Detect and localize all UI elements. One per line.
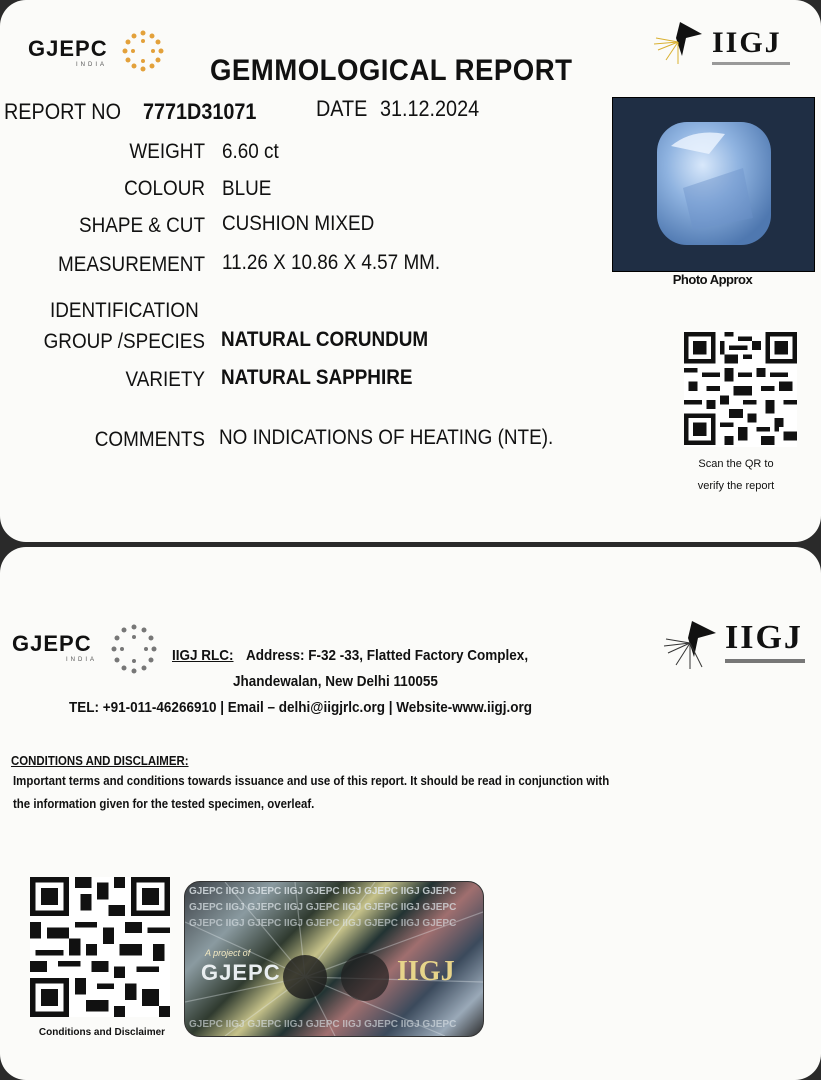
sapphire-gem-icon [613,98,814,271]
variety-label: VARIETY [125,368,205,391]
weight-label: WEIGHT [129,140,205,163]
measurement-value: 11.26 X 10.86 X 4.57 MM. [222,251,441,274]
report-no-value: 7771D31071 [143,99,257,124]
hologram-repeat-2: GJEPC IIGJ GJEPC IIGJ GJEPC IIGJ GJEPC IIGJ GJEPC [189,902,457,913]
colour-label: COLOUR [124,177,205,200]
shape-cut-label: SHAPE & CUT [78,214,205,237]
conditions-qr-code[interactable] [30,877,170,1017]
back-iigj-star-icon [662,613,722,673]
date-label: DATE [316,96,368,121]
hologram-iigj: IIGJ [397,956,455,987]
iigj-underline [712,62,790,65]
back-iigj-underline [725,659,805,663]
variety-value: NATURAL SAPPHIRE [221,366,413,389]
report-no-label: REPORT NO [4,99,121,124]
qr-caption-line1: Scan the QR to [698,458,774,470]
comments-label: COMMENTS [94,428,205,451]
measurement-label: MEASUREMENT [57,253,205,276]
back-gjepc-sunburst-icon [108,621,160,677]
hologram-repeat-3: GJEPC IIGJ GJEPC IIGJ GJEPC IIGJ GJEPC IIGJ GJEPC [189,918,457,929]
hologram-repeat-4: GJEPC IIGJ GJEPC IIGJ GJEPC IIGJ GJEPC IIGJ GJEPC [189,1019,457,1030]
conditions-line2: the information given for the tested specimen, overleaf. [13,796,315,811]
group-species-label: GROUP /SPECIES [43,330,205,353]
contact-line: TEL: +91-011-46266910 | Email – delhi@iigjrlc.org | Website-www.iigj.org [69,699,533,716]
colour-value: BLUE [222,177,272,200]
gjepc-logo-sub: INDIA [76,62,108,68]
gem-photo [612,97,815,272]
address-line2: Jhandewalan, New Delhi 110055 [233,673,438,690]
hologram-project-text: A project of [205,948,251,958]
iigj-star-icon [652,16,712,66]
back-iigj-logo-text: IIGJ [725,619,803,656]
conditions-line1: Important terms and conditions towards issuance and use of this report. It should be read in conjunction with [13,773,610,788]
address-line1: Address: F-32 -33, Flatted Factory Complex, [246,647,529,664]
hologram-gjepc: GJEPC [201,960,281,985]
date-value: 31.12.2024 [380,96,480,121]
weight-value: 6.60 ct [222,140,279,163]
group-species-value: NATURAL CORUNDUM [221,328,429,351]
back-gjepc-logo [12,631,97,663]
back-gjepc-logo-sub: INDIA [66,657,98,663]
hologram-repeat-1: GJEPC IIGJ GJEPC IIGJ GJEPC IIGJ GJEPC IIGJ GJEPC [189,886,457,897]
gjepc-sunburst-icon [120,28,166,74]
conditions-qr-caption: Conditions and Disclaimer [38,1027,166,1038]
gjepc-logo-text: GJEPC [28,36,108,61]
shape-cut-value: CUSHION MIXED [222,212,375,235]
security-hologram [184,881,484,1037]
comments-value: NO INDICATIONS OF HEATING (NTE). [219,426,554,449]
report-back-card [0,547,821,1080]
gjepc-logo [28,36,108,68]
iigj-logo-text: IIGJ [712,26,782,59]
back-gjepc-logo-text: GJEPC [12,631,92,656]
verify-qr-code[interactable] [684,330,797,447]
identification-label: IDENTIFICATION [50,299,199,322]
qr-caption-line2: verify the report [697,480,775,492]
photo-caption: Photo Approx [672,272,753,287]
conditions-heading: CONDITIONS AND DISCLAIMER: [11,753,189,768]
address-label: IIGJ RLC: [172,647,234,664]
report-title: GEMMOLOGICAL REPORT [210,54,573,87]
